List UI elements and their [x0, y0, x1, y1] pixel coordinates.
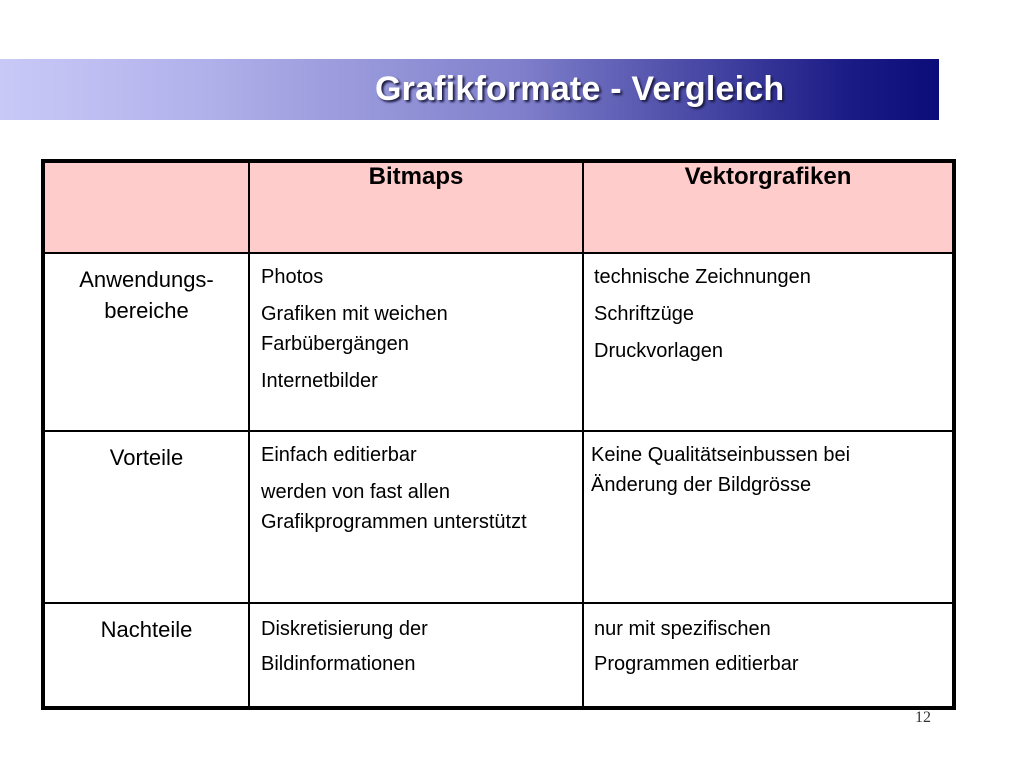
- list-item: technische Zeichnungen: [594, 266, 811, 288]
- table-header-row: [44, 162, 953, 253]
- table-row-nachteile: [44, 603, 953, 707]
- cell-vektorgrafiken-nachteile: [583, 603, 953, 707]
- cell-vektorgrafiken-vorteile: [583, 431, 953, 603]
- row-label-anwendungsbereiche: [44, 253, 249, 431]
- header-bitmaps: Bitmaps: [249, 162, 583, 253]
- row-label-line: Vorteile: [109, 445, 184, 470]
- row-label-nachteile: [44, 603, 249, 707]
- cell-bitmaps-anwendungsbereiche: [249, 253, 583, 431]
- header-vektorgrafiken: Vektorgrafiken: [583, 162, 953, 253]
- slide-title: Grafikformate - Vergleich: [375, 70, 785, 108]
- row-label-vorteile: [44, 431, 249, 603]
- cell-vektorgrafiken-anwendungsbereiche: [583, 253, 953, 431]
- page-number: 12: [915, 709, 931, 726]
- table-row-anwendungsbereiche: [44, 253, 953, 431]
- row-label-line: Nachteile: [100, 617, 193, 642]
- list-item: Photos: [261, 266, 324, 288]
- cell-bitmaps-nachteile: [249, 603, 583, 707]
- list-item: Schriftzüge: [594, 303, 695, 325]
- list-item: Grafiken mit weichen Farbübergängen: [261, 303, 448, 355]
- row-label-line: Anwendungs-: [79, 267, 214, 292]
- list-item: Keine Qualitätseinbussen bei Änderung der Bildgrösse: [591, 444, 851, 496]
- cell-bitmaps-vorteile: [249, 431, 583, 603]
- row-label-line: bereiche: [104, 298, 189, 323]
- list-item: nur mit spezifischen: [594, 618, 771, 640]
- list-item: werden von fast allen Grafikprogrammen unterstützt: [261, 481, 527, 533]
- list-item: Bildinformationen: [261, 653, 416, 675]
- comparison-table: [43, 161, 954, 708]
- list-item: Programmen editierbar: [594, 653, 799, 675]
- list-item: Einfach editierbar: [261, 444, 417, 466]
- header-empty-cell: [44, 162, 249, 253]
- list-item: Diskretisierung der: [261, 618, 428, 640]
- table-row-vorteile: [44, 431, 953, 603]
- list-item: Internetbilder: [261, 370, 378, 392]
- list-item: Druckvorlagen: [594, 340, 723, 362]
